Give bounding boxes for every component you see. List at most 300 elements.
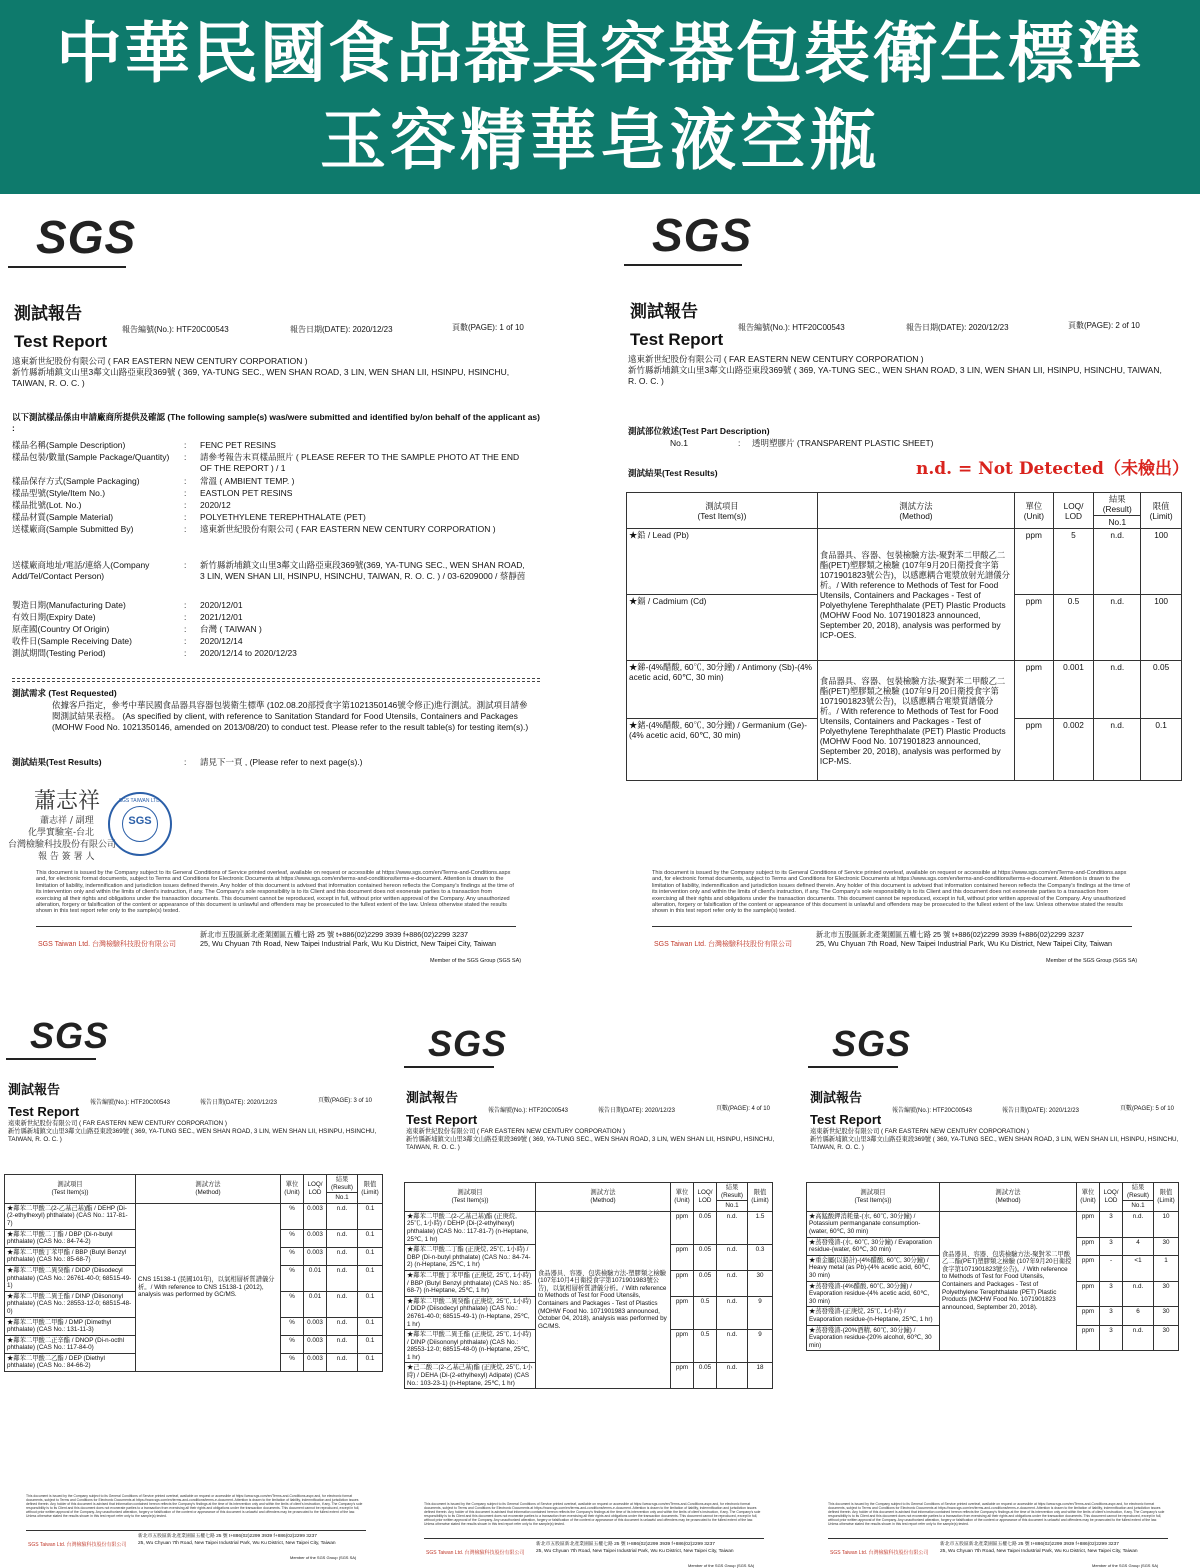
th-loq: LOQ/ LOD xyxy=(1053,493,1094,529)
loq-cell: 0.05 xyxy=(694,1270,717,1296)
footer-rule xyxy=(26,1530,366,1531)
report-title-en: Test Report xyxy=(406,1112,478,1127)
unit-cell: ppm xyxy=(671,1363,694,1389)
footer-member: Member of the SGS Group (SGS SA) xyxy=(290,1555,357,1560)
sgs-logo: SGS xyxy=(428,1023,508,1064)
test-item-cell: ★鄰苯二甲酸二異壬酯 (正庚烷, 25℃, 1小時) / DINP (Diisononyl phthalate) (CAS No.: 28553-12-0; 68515-48-0) (n-Heptane, 25℃, 1 hr) xyxy=(405,1330,536,1363)
footer-rule xyxy=(36,926,516,927)
limit-cell: 0.1 xyxy=(358,1353,383,1371)
limit-cell: 30 xyxy=(748,1270,773,1296)
loq-cell: 0.003 xyxy=(304,1353,327,1371)
unit-cell: % xyxy=(281,1247,304,1265)
company-address: 新竹縣新埔鎮文山里3鄰文山路亞東段369號 ( 369, YA-TUNG SEC., WEN SHAN ROAD, 3 LIN, WEN SHAN LII, HSINPU, HSINCHU, TAIWAN, R. O. C. ) xyxy=(12,367,510,388)
signatory-title: 報 告 簽 署 人 xyxy=(38,852,95,862)
result-cell: n.d. xyxy=(717,1363,748,1389)
report-title-en: Test Report xyxy=(14,332,108,351)
unit-cell: ppm xyxy=(671,1270,694,1296)
sample-field-label: 樣品包裝/數量(Sample Package/Quantity) xyxy=(12,452,170,462)
title-banner xyxy=(0,0,1200,194)
field-colon: : xyxy=(184,612,187,622)
logo-rule xyxy=(624,264,742,266)
sample-field-value: 2020/12/14 xyxy=(200,636,243,646)
field-colon: : xyxy=(184,452,187,462)
th-loq: LOQ/ LOD xyxy=(1100,1183,1123,1212)
loq-cell: 0.003 xyxy=(304,1247,327,1265)
report-title-en: Test Report xyxy=(630,330,724,349)
limit-cell: 0.1 xyxy=(358,1203,383,1229)
sample-field-label: 原產國(Country Of Origin) xyxy=(12,624,110,634)
test-item-cell: ★鄰苯二甲酸二丁酯 (正庚烷, 25℃, 1小時) / DBP (Di-n-butyl phthalate) (CAS No.: 84-74-2) (n-Heptane, 25℃, 1 hr) xyxy=(405,1245,536,1271)
method-cell: CNS 15138-1 (民國101年)，以氣相層析質譜儀分析。/ With reference to CNS 15138-1 (2012), analysis was performed by GC/MS. xyxy=(136,1203,281,1371)
field-colon: : xyxy=(184,624,187,634)
test-item-cell: ★鄰苯二甲酸二乙酯 / DEP (Diethyl phthalate) (CAS No.: 84-66-2) xyxy=(5,1353,136,1371)
footer-address-en: 25, Wu Chyuan 7th Road, New Taipei Industrial Park, Wu Ku District, New Taipei City, Taiwan xyxy=(940,1549,1138,1554)
results-table xyxy=(404,1182,773,1389)
limit-cell: 30 xyxy=(1154,1237,1179,1255)
limit-cell: 18 xyxy=(748,1363,773,1389)
sample-field-value: 2020/12/01 xyxy=(200,600,243,610)
loq-cell: 0.003 xyxy=(304,1229,327,1247)
report-page3 xyxy=(0,1004,392,1560)
report-number: 報告編號(No.): HTF20C00543 xyxy=(738,323,845,332)
signatory-company: 台灣檢驗科技股份有限公司 xyxy=(8,840,117,850)
sample-field-label: 樣品型號(Style/Item No.) xyxy=(12,488,106,498)
limit-cell: 1 xyxy=(1154,1255,1179,1281)
test-item-cell: ★鄰苯二甲酸二正辛酯 / DNOP (Di-n-octhl phthalate) (CAS No.: 117-84-0) xyxy=(5,1335,136,1353)
th-method: 測試方法 (Method) xyxy=(536,1183,671,1212)
test-item-cell: ★鄰苯二甲酸丁苯甲酯 / BBP (Butyl Benzyl phthalate) (CAS No.: 85-68-7) xyxy=(5,1247,136,1265)
loq-cell: 0.01 xyxy=(304,1291,327,1317)
test-item-cell: ★鄰苯二甲酸二甲酯 / DMP (Dimethyl phthalate) (CAS No.: 131-11-3) xyxy=(5,1317,136,1335)
footer-address-cn: 新北市五股區新北產業園區五權七路 25 號 t+886(02)2299 3939 f+886(02)2299 3237 xyxy=(200,930,469,939)
sgs-logo: SGS xyxy=(832,1023,912,1064)
unit-cell: ppm xyxy=(1015,719,1054,781)
report-date: 報告日期(DATE): 2020/12/23 xyxy=(1002,1108,1079,1114)
test-item-cell: ★銻-(4%醋酸, 60℃, 30分鐘) / Antimony (Sb)-(4% acetic acid, 60℃, 30 min) xyxy=(627,661,818,719)
report-title-cn: 測試報告 xyxy=(810,1090,863,1105)
unit-cell: ppm xyxy=(1015,529,1054,595)
unit-cell: % xyxy=(281,1229,304,1247)
th-limit: 限值 (Limit) xyxy=(748,1183,773,1212)
footer-address-cn: 新北市五股區新北產業園區五權七路 25 號 t+886(02)2299 3939 f+886(02)2299 3237 xyxy=(536,1542,715,1547)
th-test-item: 測試項目 (Test Item(s)) xyxy=(627,493,818,529)
loq-cell: 0.003 xyxy=(304,1335,327,1353)
result-cell: n.d. xyxy=(1123,1325,1154,1351)
page-number: 頁數(PAGE): 1 of 10 xyxy=(452,323,524,332)
field-colon: : xyxy=(184,636,187,646)
footer-member: Member of the SGS Group (SGS SA) xyxy=(688,1563,755,1568)
field-colon: : xyxy=(184,600,187,610)
test-item-cell: ★鄰苯二甲酸二(2-乙基己基)酯 / DEHP (Di-(2-ethylhexyl) phthalate) (CAS No.: 117-81-7) xyxy=(5,1203,136,1229)
loq-cell: 0.05 xyxy=(694,1363,717,1389)
result-cell: 4 xyxy=(1123,1237,1154,1255)
logo-rule xyxy=(808,1066,898,1068)
report-number: 報告編號(No.): HTF20C00543 xyxy=(90,1100,171,1106)
footer-rule xyxy=(828,1538,1168,1539)
company-name: 遠東新世紀股份有限公司 ( FAR EASTERN NEW CENTURY CORPORATION ) xyxy=(628,354,924,364)
method-cell: 食品器具、容器、包裝檢驗方法-聚對苯二甲酸乙二酯(PET)塑膠類之檢驗 (107年9月20日衛授食字第1071901823號公告)，以感應耦合電漿放射光譜儀分析。/ With reference to Methods of Test for Food Utensils, Containers and Packages - Test of Polyethylene Terephthalate (PET) Plastic Products (MOHW Food No. 1071901823 announced, September 20, 2018), analysis was performed by ICP-OES. xyxy=(817,529,1014,661)
th-sample-no: No.1 xyxy=(1123,1201,1154,1212)
loq-cell: 0.003 xyxy=(304,1203,327,1229)
test-item-cell: ★己二酸二(2-乙基己基)酯 (正庚烷, 25℃, 1小時) / DEHA (Di-(2-ethylhexyl) Adipate) (CAS No.: 103-23-1) (n-Heptane, 25℃, 1 hr) xyxy=(405,1363,536,1389)
unit-cell: % xyxy=(281,1353,304,1371)
limit-cell: 100 xyxy=(1141,595,1182,661)
result-cell: n.d. xyxy=(327,1247,358,1265)
logo-rule xyxy=(404,1066,494,1068)
test-part-no: No.1 xyxy=(670,438,688,448)
test-item-cell: ★鉛 / Lead (Pb) xyxy=(627,529,818,595)
report-number: 報告編號(No.): HTF20C00543 xyxy=(488,1108,569,1114)
method-cell: 食品器具、容器、包裝檢驗方法-聚對苯二甲酸乙二酯(PET)塑膠類之檢驗 (107年9月20日衛授食字第1071901823號公告)。/ With reference to Methods of Test for Food Utensils, Containers and Packages - Test of Polyethylene Terephthalate (PET) Plastic Products (MOHW Food No. 1071901823 announced, September 20, 2018). xyxy=(940,1211,1077,1351)
th-method: 測試方法 (Method) xyxy=(817,493,1014,529)
field-colon: : xyxy=(184,648,187,658)
report-page-1 xyxy=(0,194,560,984)
sgs-stamp-icon: SGS SGS TAIWAN LTD. xyxy=(108,792,172,856)
footer-company: SGS Taiwan Ltd. 台灣檢驗科技股份有限公司 xyxy=(830,1550,929,1556)
logo-rule xyxy=(6,1058,96,1060)
result-cell: n.d. xyxy=(327,1353,358,1371)
limit-cell: 1.5 xyxy=(748,1211,773,1244)
company-name: 遠東新世紀股份有限公司 ( FAR EASTERN NEW CENTURY CORPORATION ) xyxy=(406,1128,626,1135)
report-number: 報告編號(No.): HTF20C00543 xyxy=(122,325,229,334)
sample-field-value: FENC PET RESINS xyxy=(200,440,276,450)
footer-company: SGS Taiwan Ltd. 台灣檢驗科技股份有限公司 xyxy=(426,1550,525,1556)
sample-field-label: 製造日期(Manufacturing Date) xyxy=(12,600,126,610)
sample-field-value: 台灣 ( TAIWAN ) xyxy=(200,624,262,634)
unit-cell: ppm xyxy=(1077,1281,1100,1307)
footer-member: Member of the SGS Group (SGS SA) xyxy=(1092,1563,1159,1568)
test-item-cell: ★鎘 / Cadmium (Cd) xyxy=(627,595,818,661)
field-colon: : xyxy=(184,440,187,450)
unit-cell: ppm xyxy=(671,1330,694,1363)
separator xyxy=(12,678,540,679)
result-cell: n.d. xyxy=(327,1291,358,1317)
result-cell: n.d. xyxy=(327,1203,358,1229)
sample-field-label: 樣品批號(Lot. No.) xyxy=(12,500,82,510)
sample-field-value: EASTLON PET RESINS xyxy=(200,488,293,498)
sample-intro: 以下測試樣品係由申請廠商所提供及確認 (The following sample(s) was/were submitted and identified by/on behalf of the applicant as) : xyxy=(12,412,540,433)
unit-cell: ppm xyxy=(1077,1237,1100,1255)
sample-field-label: 樣品保存方式(Sample Packaging) xyxy=(12,476,140,486)
unit-cell: ppm xyxy=(671,1245,694,1271)
report-date: 報告日期(DATE): 2020/12/23 xyxy=(906,323,1009,332)
report-date: 報告日期(DATE): 2020/12/23 xyxy=(290,325,393,334)
test-item-cell: ★鄰苯二甲酸二丁酯 / DBP (Di-n-butyl phthalate) (CAS No.: 84-74-2) xyxy=(5,1229,136,1247)
limit-cell: 30 xyxy=(1154,1325,1179,1351)
test-results-label: 測試結果(Test Results) xyxy=(628,468,718,478)
sample-field-label: 有效日期(Expiry Date) xyxy=(12,612,96,622)
result-cell: n.d. xyxy=(717,1270,748,1296)
sample-field-value: 新竹縣新埔鎮文山里3鄰文山路亞東段369號(369, YA-TUNG SEC., WEN SHAN ROAD, 3 LIN, WEN SHAN LII, HSINPU, HSINCHU, TAIWAN, R. O. C. ) / 03-6209000 / 蔡靜茵 xyxy=(200,560,526,581)
footer-address-en: 25, Wu Chyuan 7th Road, New Taipei Industrial Park, Wu Ku District, New Taipei City, Taiwan xyxy=(816,939,1113,948)
sample-field-label: 樣品材質(Sample Material) xyxy=(12,512,114,522)
test-item-cell: ★鄰苯二甲酸丁苯甲酯 (正庚烷, 25℃, 1小時) / BBP (Butyl Benzyl phthalate) (CAS No.: 85-68-7) (n-Heptane, 25℃, 1 hr) xyxy=(405,1270,536,1296)
th-test-item: 測試項目 (Test Item(s)) xyxy=(807,1183,940,1212)
unit-cell: ppm xyxy=(1015,595,1054,661)
test-part-colon: : xyxy=(738,438,741,448)
field-colon: : xyxy=(184,524,187,534)
th-result: 結果 (Result) xyxy=(1123,1183,1154,1201)
company-address: 新竹縣新埔鎮文山里3鄰文山路亞東段369號 ( 369, YA-TUNG SEC., WEN SHAN ROAD, 3 LIN, WEN SHAN LII, HSINPU, HSINCHU, TAIWAN, R. O. C. ) xyxy=(406,1136,775,1151)
result-cell: n.d. xyxy=(717,1330,748,1363)
report-date: 報告日期(DATE): 2020/12/23 xyxy=(200,1100,277,1106)
unit-cell: ppm xyxy=(671,1296,694,1329)
limit-cell: 0.05 xyxy=(1141,661,1182,719)
sample-field-label: 測試期間(Testing Period) xyxy=(12,648,106,658)
limit-cell: 9 xyxy=(748,1330,773,1363)
sample-field-value: 2020/12/14 to 2020/12/23 xyxy=(200,648,297,658)
report-title-cn: 測試報告 xyxy=(14,304,82,323)
footer-address-en: 25, Wu Chyuan 7th Road, New Taipei Industrial Park, Wu Ku District, New Taipei City, Taiwan xyxy=(536,1549,734,1554)
unit-cell: % xyxy=(281,1291,304,1317)
test-item-cell: ★高錳酸鉀消耗量-(水, 60℃, 30分鐘) / Potassium permanganate consumption-(water, 60℃, 30 min) xyxy=(807,1211,940,1237)
report-title-cn: 測試報告 xyxy=(630,302,698,321)
result-cell: n.d. xyxy=(327,1229,358,1247)
th-test-item: 測試項目 (Test Item(s)) xyxy=(405,1183,536,1212)
sgs-logo: SGS xyxy=(30,1015,110,1056)
footer-company: SGS Taiwan Ltd. 台灣檢驗科技股份有限公司 xyxy=(654,941,792,948)
result-cell: n.d. xyxy=(1094,529,1141,595)
signatory-name: 蕭志祥 / 副理 xyxy=(40,816,94,826)
report-page4 xyxy=(398,1012,790,1568)
method-cell: 食品器具、容器、包裝檢驗方法-聚對苯二甲酸乙二酯(PET)塑膠類之檢驗 (107年9月20日衛授食字第1071901823號公告)，以感應耦合電漿質譜儀分析。/ With reference to Methods of Test for Food Utensils, Containers and Packages - Test of Polyethylene Terephthalate (PET) Plastic Products (MOHW Food No. 1071901823 announced, September 20, 2018), analysis was performed by ICP-MS. xyxy=(817,661,1014,781)
result-cell: <1 xyxy=(1123,1255,1154,1281)
footer-rule xyxy=(652,926,1132,927)
unit-cell: ppm xyxy=(1077,1211,1100,1237)
field-colon: : xyxy=(184,488,187,498)
th-method: 測試方法 (Method) xyxy=(136,1175,281,1204)
report-page5 xyxy=(802,1012,1194,1568)
footer-address-cn: 新北市五股區新北產業園區五權七路 25 號 t+886(02)2299 3939 f+886(02)2299 3237 xyxy=(138,1534,317,1539)
result-cell: n.d. xyxy=(1094,719,1141,781)
test-requested-text: 依據客戶指定，參考中華民國食品器具容器包裝衛生標準 (102.08.20部授食字第1021350146號令修正)進行測試。測試項目請參閱測試結果表格。 (As specified by client, with reference to Sanitation Standard for Food Utensils, Containers and Packages (MOHW Food No. 1021350146, amended on 2013/08/20) to conduct test. Please refer to the result table(s) for testing item(s).) xyxy=(52,700,529,732)
field-colon: : xyxy=(184,560,187,570)
loq-cell: 3 xyxy=(1100,1211,1123,1237)
th-unit: 單位 (Unit) xyxy=(671,1183,694,1212)
unit-cell: ppm xyxy=(671,1211,694,1244)
loq-cell: 0.5 xyxy=(1053,595,1094,661)
limit-cell: 30 xyxy=(1154,1281,1179,1307)
th-test-item: 測試項目 (Test Item(s)) xyxy=(5,1175,136,1204)
company-name: 遠東新世紀股份有限公司 ( FAR EASTERN NEW CENTURY CORPORATION ) xyxy=(12,356,308,366)
loq-cell: 5 xyxy=(1053,529,1094,595)
page-number: 頁數(PAGE): 4 of 10 xyxy=(716,1106,770,1112)
th-limit: 限值 (Limit) xyxy=(1141,493,1182,529)
test-item-cell: ★重金屬(以鉛計)-(4%醋酸, 60℃, 30分鐘) / Heavy metal (as Pb)-(4% acetic acid, 60℃, 30 min) xyxy=(807,1255,940,1281)
footer-member: Member of the SGS Group (SGS SA) xyxy=(1046,958,1138,964)
test-item-cell: ★鄰苯二甲酸二(2-乙基己基)酯 (正庚烷, 25℃, 1小時) / DEHP (Di-(2-ethylhexyl) phthalate) (CAS No.: 117-81-7) (n-Heptane, 25℃, 1 hr) xyxy=(405,1211,536,1244)
th-unit: 單位 (Unit) xyxy=(1015,493,1054,529)
table-row xyxy=(627,529,1182,595)
company-address: 新竹縣新埔鎮文山里3鄰文山路亞東段369號 ( 369, YA-TUNG SEC., WEN SHAN ROAD, 3 LIN, WEN SHAN LII, HSINPU, HSINCHU, TAIWAN, R. O. C. ) xyxy=(8,1128,377,1143)
page-number: 頁數(PAGE): 3 of 10 xyxy=(318,1098,372,1104)
footer-address-cn: 新北市五股區新北產業園區五權七路 25 號 t+886(02)2299 3939 f+886(02)2299 3237 xyxy=(816,930,1085,939)
result-cell: n.d. xyxy=(327,1265,358,1291)
disclaimer: This document is issued by the Company subject to its General Conditions of Service printed overleaf, available on request or accessible at https://www.sgs.com/en/Terms-and-Conditions.aspx and, for electronic format documents, subject to Terms and Conditions for Electronic Documents at https://www.sgs.com/en/terms-and-conditions/terms-e-document. Attention is drawn to the limitation of liability, indemnification and jurisdiction issues defined therein. Any holder of this document is advised that information contained hereon reflects the Company's findings at the time of its intervention only and within the limits of client's instruction, if any. The Company's sole responsibility is to its Client and this document does not exonerate parties to a transaction from exercising all their rights and obligations under the transaction documents. This document cannot be reproduced, except in full, without prior written approval of the Company. Any unauthorized alteration, forgery or falsification of the content or appearance of this document is unlawful and offenders may be prosecuted to the fullest extent of the law. Unless otherwise stated the results shown in this test report refer only to the sample(s) tested. xyxy=(652,870,1130,915)
unit-cell: ppm xyxy=(1077,1325,1100,1351)
report-title-cn: 測試報告 xyxy=(8,1082,61,1097)
th-method: 測試方法 (Method) xyxy=(940,1183,1077,1212)
sample-field-value: 遠東新世紀股份有限公司 ( FAR EASTERN NEW CENTURY CORPORATION ) xyxy=(200,524,496,534)
disclaimer: This document is issued by the Company subject to its General Conditions of Service printed overleaf, available on request or accessible at https://www.sgs.com/en/Terms-and-Conditions.aspx and, for electronic format documents, subject to Terms and Conditions for Electronic Documents at https://www.sgs.com/en/terms-and-conditions/terms-e-document. Attention is drawn to the limitation of liability, indemnification and jurisdiction issues defined therein. Any holder of this document is advised that information contained hereon reflects the Company's findings at the time of its intervention only and within the limits of client's instruction, if any. The Company's sole responsibility is to its Client and this document does not exonerate parties to a transaction from exercising all their rights and obligations under the transaction documents. This document cannot be reproduced, except in full, without prior written approval of the Company. Any unauthorized alteration, forgery or falsification of the content or appearance of this document is unlawful and offenders may be prosecuted to the fullest extent of the law. Unless otherwise stated the results shown in this test report refer only to the sample(s) tested. xyxy=(36,870,514,915)
loq-cell: 0.003 xyxy=(304,1317,327,1335)
limit-cell: 9 xyxy=(748,1296,773,1329)
table-row xyxy=(5,1203,383,1229)
loq-cell: 0.05 xyxy=(694,1245,717,1271)
report-page-2 xyxy=(616,194,1200,984)
unit-cell: % xyxy=(281,1335,304,1353)
unit-cell: % xyxy=(281,1265,304,1291)
test-item-cell: ★蒸發殘渣-(正庚烷, 25℃, 1小時) / Evaporation residue-(n-Heptane, 25℃, 1 hr) xyxy=(807,1307,940,1325)
separator xyxy=(12,681,540,682)
limit-cell: 0.1 xyxy=(358,1291,383,1317)
sample-field-label: 收件日(Sample Receiving Date) xyxy=(12,636,132,646)
th-result: 結果 (Result) xyxy=(1094,493,1141,516)
table-row xyxy=(627,661,1182,719)
limit-cell: 0.1 xyxy=(358,1229,383,1247)
loq-cell: 0.05 xyxy=(694,1211,717,1244)
limit-cell: 10 xyxy=(1154,1211,1179,1237)
footer-address-en: 25, Wu Chyuan 7th Road, New Taipei Industrial Park, Wu Ku District, New Taipei City, Taiwan xyxy=(200,939,497,948)
page-number: 頁數(PAGE): 5 of 10 xyxy=(1120,1106,1174,1112)
signatory-lab: 化學實驗室-台北 xyxy=(28,828,95,838)
results-table xyxy=(806,1182,1179,1351)
th-limit: 限值 (Limit) xyxy=(358,1175,383,1204)
unit-cell: % xyxy=(281,1203,304,1229)
sample-field-value: 常溫 ( AMBIENT TEMP. ) xyxy=(200,476,295,486)
test-part-desc: 透明塑膠片 (TRANSPARENT PLASTIC SHEET) xyxy=(752,438,934,448)
sample-field-label: 送樣廠商地址/電話/連絡人(Company Add/Tel/Contact Person) xyxy=(12,560,150,581)
test-results-text: 請見下一頁 , (Please refer to next page(s).) xyxy=(200,757,363,767)
field-colon: : xyxy=(184,476,187,486)
test-item-cell: ★蒸發殘渣-(4%醋酸, 60℃, 30分鐘) / Evaporation residue-(4% acetic acid, 60℃, 30 min) xyxy=(807,1281,940,1307)
result-cell: n.d. xyxy=(1094,661,1141,719)
limit-cell: 0.1 xyxy=(358,1317,383,1335)
test-requested-label: 測試需求 (Test Requested) xyxy=(12,688,117,698)
th-result: 結果 (Result) xyxy=(327,1175,358,1193)
unit-cell: ppm xyxy=(1077,1255,1100,1281)
limit-cell: 0.1 xyxy=(358,1247,383,1265)
result-cell: n.d. xyxy=(717,1245,748,1271)
unit-cell: ppm xyxy=(1015,661,1054,719)
company-address: 新竹縣新埔鎮文山里3鄰文山路亞東段369號 ( 369, YA-TUNG SEC., WEN SHAN ROAD, 3 LIN, WEN SHAN LII, HSINPU, HSINCHU, TAIWAN, R. O. C. ) xyxy=(810,1136,1179,1151)
test-results-label: 測試結果(Test Results) xyxy=(12,757,102,767)
result-cell: n.d. xyxy=(1123,1281,1154,1307)
footer-company: SGS Taiwan Ltd. 台灣檢驗科技股份有限公司 xyxy=(28,1542,127,1548)
loq-cell: 3 xyxy=(1100,1281,1123,1307)
limit-cell: 100 xyxy=(1141,529,1182,595)
logo-rule xyxy=(8,266,126,268)
unit-cell: ppm xyxy=(1077,1307,1100,1325)
sample-field-label: 樣品名稱(Sample Description) xyxy=(12,440,126,450)
test-item-cell: ★鄰苯二甲酸二異癸酯 / DIDP (Diisodecyl phthalate) (CAS No.: 26761-40-0; 68515-49-1) xyxy=(5,1265,136,1291)
test-item-cell: ★鍺-(4%醋酸, 60℃, 30分鐘) / Germanium (Ge)-(4% acetic acid, 60℃, 30 min) xyxy=(627,719,818,781)
th-loq: LOQ/ LOD xyxy=(304,1175,327,1204)
loq-cell: 0.5 xyxy=(694,1296,717,1329)
footer-address-cn: 新北市五股區新北產業園區五權七路 25 號 t+886(02)2299 3939 f+886(02)2299 3237 xyxy=(940,1542,1119,1547)
test-results-colon: : xyxy=(184,757,187,767)
result-cell: n.d. xyxy=(327,1335,358,1353)
loq-cell: 3 xyxy=(1100,1237,1123,1255)
table-row xyxy=(807,1211,1179,1237)
report-number: 報告編號(No.): HTF20C00543 xyxy=(892,1108,973,1114)
report-date: 報告日期(DATE): 2020/12/23 xyxy=(598,1108,675,1114)
th-unit: 單位 (Unit) xyxy=(281,1175,304,1204)
limit-cell: 0.1 xyxy=(1141,719,1182,781)
test-item-cell: ★蒸發殘渣-(20%酒精, 60℃, 30分鐘) / Evaporation residue-(20% alcohol, 60℃, 30 min) xyxy=(807,1325,940,1351)
disclaimer: This document is issued by the Company subject to its General Conditions of Service printed overleaf, available on request or accessible at https://www.sgs.com/en/Terms-and-Conditions.aspx and, for electronic format documents, subject to Terms and Conditions for Electronic Documents at https://www.sgs.com/en/terms-and-conditions/terms-e-document. Attention is drawn to the limitation of liability, indemnification and jurisdiction issues defined therein. Any holder of this document is advised that information contained hereon reflects the Company's findings at the time of its intervention only and within the limits of client's instruction, if any. The Company's sole responsibility is to its Client and this document does not exonerate parties to a transaction from exercising all their rights and obligations under the transaction documents. This document cannot be reproduced, except in full, without prior written approval of the Company. Any unauthorized alteration, forgery or falsification of the content or appearance of this document is unlawful and offenders may be prosecuted to the fullest extent of the law. Unless otherwise stated the results shown in this test report refer only to the sample(s) tested. xyxy=(828,1502,1165,1526)
footer-address-en: 25, Wu Chyuan 7th Road, New Taipei Industrial Park, Wu Ku District, New Taipei City, Taiwan xyxy=(138,1541,336,1546)
test-part-label: 測試部位敘述(Test Part Description) xyxy=(628,426,770,436)
page-number: 頁數(PAGE): 2 of 10 xyxy=(1068,321,1140,330)
sample-field-value: 2020/12 xyxy=(200,500,231,510)
test-item-cell: ★蒸發殘渣-(水, 60℃, 30分鐘) / Evaporation residue-(water, 60℃, 30 min) xyxy=(807,1237,940,1255)
results-table xyxy=(4,1174,383,1372)
th-limit: 限值 (Limit) xyxy=(1154,1183,1179,1212)
limit-cell: 30 xyxy=(1154,1307,1179,1325)
result-cell: n.d. xyxy=(717,1211,748,1244)
loq-cell: 3 xyxy=(1100,1307,1123,1325)
sample-field-label: 送樣廠商(Sample Submitted By) xyxy=(12,524,134,534)
loq-cell: 0.01 xyxy=(304,1265,327,1291)
signature: 蕭志祥 xyxy=(34,789,101,814)
disclaimer: This document is issued by the Company subject to its General Conditions of Service printed overleaf, available on request or accessible at https://www.sgs.com/en/Terms-and-Conditions.aspx and, for electronic format documents, subject to Terms and Conditions for Electronic Documents at https://www.sgs.com/en/terms-and-conditions/terms-e-document. Attention is drawn to the limitation of liability, indemnification and jurisdiction issues defined therein. Any holder of this document is advised that information contained hereon reflects the Company's findings at the time of its intervention only and within the limits of client's instruction, if any. The Company's sole responsibility is to its Client and this document does not exonerate parties to a transaction from exercising all their rights and obligations under the transaction documents. This document cannot be reproduced, except in full, without prior written approval of the Company. Any unauthorized alteration, forgery or falsification of the content or appearance of this document is unlawful and offenders may be prosecuted to the fullest extent of the law. Unless otherwise stated the results shown in this test report refer only to the sample(s) tested. xyxy=(424,1502,761,1526)
result-cell: n.d. xyxy=(1094,595,1141,661)
company-address: 新竹縣新埔鎮文山里3鄰文山路亞東段369號 ( 369, YA-TUNG SEC., WEN SHAN ROAD, 3 LIN, WEN SHAN LII, HSINPU, HSINCHU, TAIWAN, R. O. C. ) xyxy=(628,365,1162,386)
results-table xyxy=(626,492,1182,781)
footer-company: SGS Taiwan Ltd. 台灣檢驗科技股份有限公司 xyxy=(38,941,176,948)
table-row xyxy=(405,1211,773,1244)
test-item-cell: ★鄰苯二甲酸二異壬酯 / DINP (Diisononyl phthalate) (CAS No.: 28553-12-0; 68515-48-0) xyxy=(5,1291,136,1317)
th-result: 結果 (Result) xyxy=(717,1183,748,1201)
loq-cell: 0.001 xyxy=(1053,661,1094,719)
report-title-cn: 測試報告 xyxy=(406,1090,459,1105)
limit-cell: 0.1 xyxy=(358,1265,383,1291)
nd-legend: n.d. = Not Detected（未檢出） xyxy=(916,459,1189,479)
loq-cell: 3 xyxy=(1100,1325,1123,1351)
result-cell: n.d. xyxy=(717,1296,748,1329)
field-colon: : xyxy=(184,512,187,522)
th-loq: LOQ/ LOD xyxy=(694,1183,717,1212)
company-name: 遠東新世紀股份有限公司 ( FAR EASTERN NEW CENTURY CORPORATION ) xyxy=(810,1128,1030,1135)
th-sample-no: No.1 xyxy=(717,1201,748,1212)
company-name: 遠東新世紀股份有限公司 ( FAR EASTERN NEW CENTURY CORPORATION ) xyxy=(8,1120,228,1127)
banner-title-line2: 玉容精華皂液空瓶 xyxy=(320,101,880,179)
footer-member: Member of the SGS Group (SGS SA) xyxy=(430,958,522,964)
sample-field-value: POLYETHYLENE TEREPHTHALATE (PET) xyxy=(200,512,366,522)
loq-cell: - xyxy=(1100,1255,1123,1281)
banner-title-line1: 中華民國食品器具容器包裝衛生標準 xyxy=(56,14,1144,92)
disclaimer: This document is issued by the Company subject to its General Conditions of Service printed overleaf, available on request or accessible at https://www.sgs.com/en/Terms-and-Conditions.aspx and, for electronic format documents, subject to Terms and Conditions for Electronic Documents at https://www.sgs.com/en/terms-and-conditions/terms-e-document. Attention is drawn to the limitation of liability, indemnification and jurisdiction issues defined therein. Any holder of this document is advised that information contained hereon reflects the Company's findings at the time of its intervention only and within the limits of client's instruction, if any. The Company's sole responsibility is to its Client and this document does not exonerate parties to a transaction from exercising all their rights and obligations under the transaction documents. This document cannot be reproduced, except in full, without prior written approval of the Company. Any unauthorized alteration, forgery or falsification of the content or appearance of this document is unlawful and offenders may be prosecuted to the fullest extent of the law. Unless otherwise stated the results shown in this test report refer only to the sample(s) tested. xyxy=(26,1494,363,1518)
sample-field-value: 請參考報告末頁樣品照片 ( PLEASE REFER TO THE SAMPLE PHOTO AT THE END OF THE REPORT ) / 1 xyxy=(200,452,520,473)
report-title-en: Test Report xyxy=(8,1104,80,1119)
limit-cell: 0.1 xyxy=(358,1335,383,1353)
th-sample-no: No.1 xyxy=(327,1193,358,1204)
method-cell: 食品器具、容器、包裝檢驗方法-塑膠類之檢驗 (107年10月4日衛授食字第1071901983號公告)，以氣相層析質譜儀分析。/ With reference to Methods of Test for Food Utensils, Containers and Packages - Test of Plastics (MOHW Food No. 1071901983 announced, October 04, 2018), analysis was performed by GC/MS. xyxy=(536,1211,671,1388)
field-colon: : xyxy=(184,500,187,510)
report-title-en: Test Report xyxy=(810,1112,882,1127)
th-sample-no: No.1 xyxy=(1094,516,1141,529)
result-cell: n.d. xyxy=(1123,1211,1154,1237)
limit-cell: 0.3 xyxy=(748,1245,773,1271)
loq-cell: 0.002 xyxy=(1053,719,1094,781)
sgs-logo: SGS xyxy=(36,211,137,263)
th-unit: 單位 (Unit) xyxy=(1077,1183,1100,1212)
sample-field-value: 2021/12/01 xyxy=(200,612,243,622)
footer-rule xyxy=(424,1538,764,1539)
result-cell: 6 xyxy=(1123,1307,1154,1325)
loq-cell: 0.5 xyxy=(694,1330,717,1363)
